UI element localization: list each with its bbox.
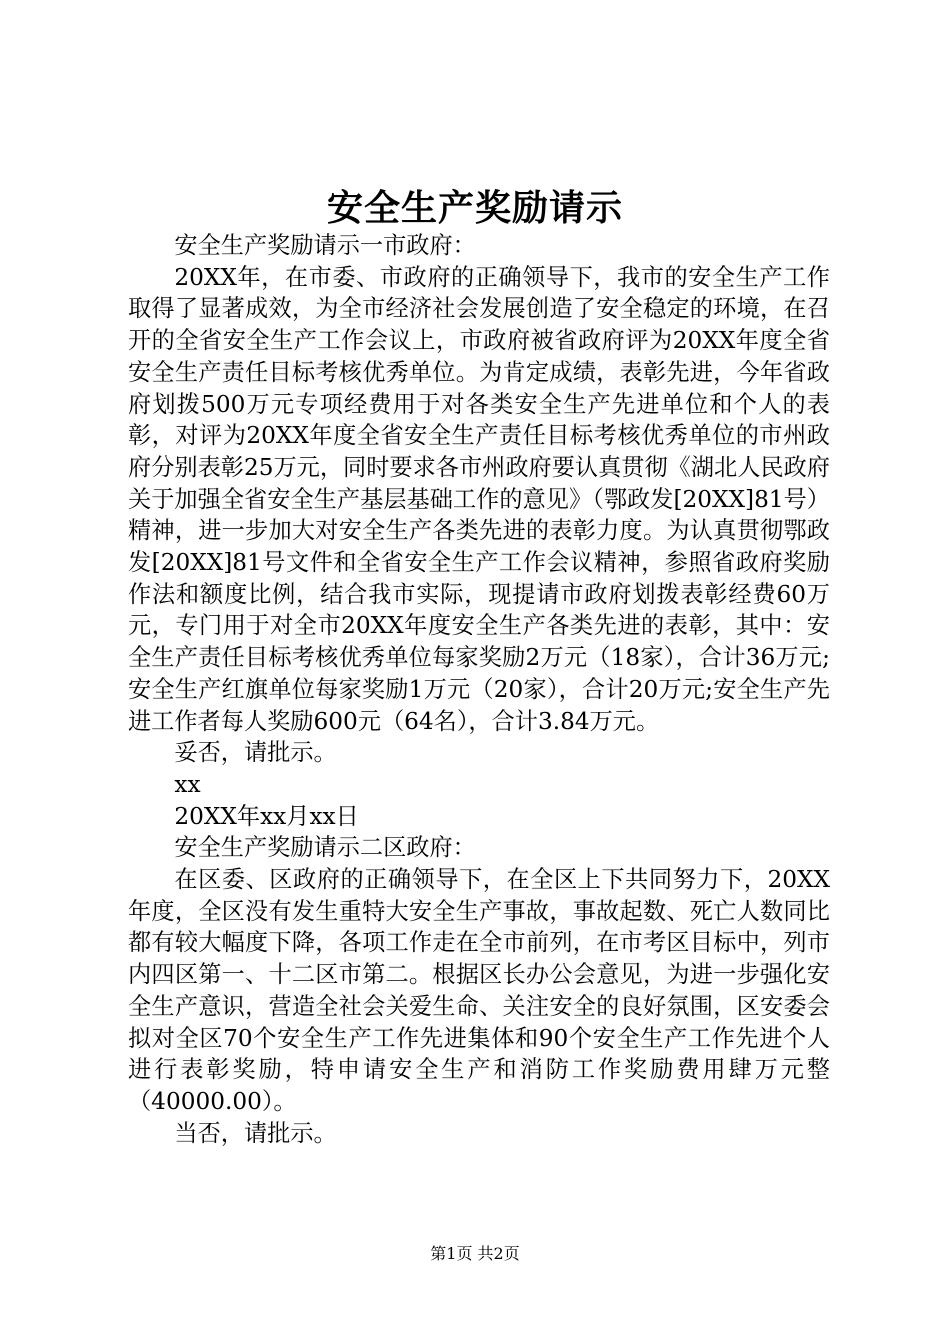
paragraph-closing-2: 当否，请批示。 xyxy=(174,1119,337,1147)
paragraph-request-1-body: 20XX年，在市委、市政府的正确领导下，我市的安全生产工作取得了显著成效，为全市经济社会发展创造了安全稳定的环境，在召开的全省安全生产工作会议上，市政府被省政府评为20XX年度全省安全生产责任目标考核优秀单位。为肯定成绩，表彰先进，今年省政府划拨500万元专项经费用于对各类安全生产先进单位和个人的表彰，对评为20XX年度全省安全生产责任目标考核优秀单位的市州政府分别表彰25万元，同时要求各市州政府要认真贯彻《湖北人民政府关于加强全省安全生产基层基础工作的意见》（鄂政发[20XX]81号）精神，进一步加大对安全生产各类先进的表彰力度。为认真贯彻鄂政发[20XX]81号文件和全省安全生产工作会议精神，参照省政府奖励作法和额度比例，结合我市实际，现提请市政府划拨表彰经费60万元，专门用于对全市20XX年度安全生产各类先进的表彰，其中：安全生产责任目标考核优秀单位每家奖励2万元（18家），合计36万元;安全生产红旗单位每家奖励1万元（20家），合计20万元;安全生产先进工作者每人奖励600元（64名），合计3.84万元。 xyxy=(128,263,830,735)
paragraph-date: 20XX年xx月xx日 xyxy=(174,802,359,830)
paragraph-addressee-1: 安全生产奖励请示一市政府： xyxy=(174,232,476,259)
paragraph-request-2-body: 在区委、区政府的正确领导下，在全区上下共同努力下，20XX年度，全区没有发生重特大安全生产事故，事故起数、死亡人数同比都有较大幅度下降，各项工作走在全市前列，在市考区目标中，列市内四区第一、十二区市第二。根据区长办公会意见，为进一步强化安全生产意识，营造全社会关爱生命、关注安全的良好氛围，区安委会拟对全区70个安全生产工作先进集体和90个安全生产工作先进个人进行表彰奖励，特申请安全生产和消防工作奖励费用肆万元整（40000.00）。 xyxy=(128,866,830,1115)
document-title: 安全生产奖励请示 xyxy=(326,187,623,229)
paragraph-addressee-2: 安全生产奖励请示二区政府： xyxy=(174,834,476,862)
document-body xyxy=(128,230,830,1149)
page-number-footer: 第1页 共2页 xyxy=(430,1244,520,1263)
paragraph-closing-1: 妥否，请批示。 xyxy=(174,739,337,767)
paragraph-signature: xx xyxy=(174,770,201,798)
